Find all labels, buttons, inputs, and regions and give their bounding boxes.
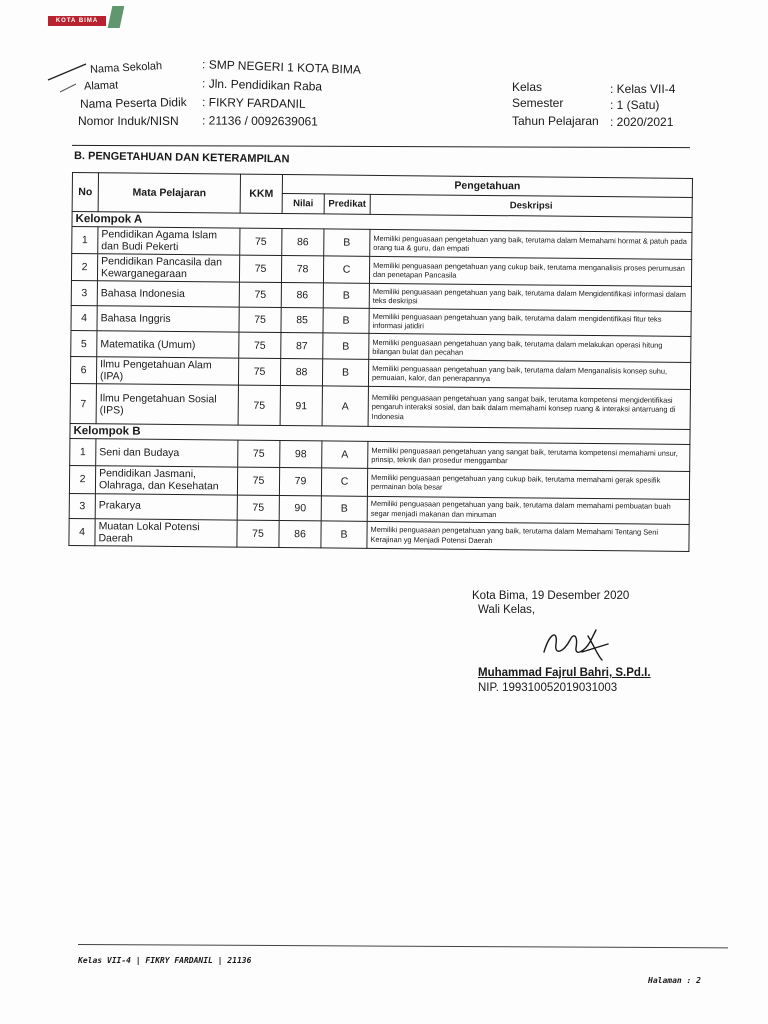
row-deskripsi: Memiliki penguasaan pengetahuan yang baik, terutama dalam Memahami Tentang Seni Kerajinan yg Menjadi Potensi Daerah — [367, 521, 689, 551]
row-predikat: B — [321, 520, 367, 548]
row-nilai: 87 — [281, 333, 323, 359]
row-deskripsi: Memiliki penguasaan pengetahuan yang sangat baik, terutama kompetensi memahami unsur, prinsip, teknik dan prosedur menggambar — [368, 442, 690, 472]
row-mata-pelajaran: Ilmu Pengetahuan Alam (IPA) — [96, 357, 238, 385]
footer-info: Kelas VII-4 | FIKRY FARDANIL | 21136 — [78, 956, 252, 965]
row-kkm: 75 — [237, 467, 279, 495]
value-nomor-induk: : 21136 / 0092639061 — [201, 113, 318, 129]
row-nilai: 90 — [279, 495, 321, 520]
row-predikat: B — [323, 283, 369, 308]
row-no: 4 — [69, 518, 95, 545]
row-kkm: 75 — [239, 282, 281, 307]
row-no: 1 — [72, 227, 98, 254]
label-alamat: Alamat — [83, 79, 119, 93]
row-predikat: A — [322, 386, 368, 426]
row-mata-pelajaran: Seni dan Budaya — [96, 439, 238, 467]
row-predikat: C — [323, 256, 369, 284]
row-nilai: 86 — [281, 283, 323, 308]
row-predikat: B — [323, 308, 369, 333]
row-mata-pelajaran: Pendidikan Jasmani, Olahraga, dan Kesehatan — [95, 466, 237, 494]
row-nilai: 78 — [281, 256, 323, 284]
corner-label: KOTA BIMA — [48, 16, 106, 26]
table-row — [69, 518, 689, 551]
header-deskripsi: Deskripsi — [370, 194, 692, 217]
row-deskripsi: Memiliki penguasaan pengetahuan yang baik, terutama dalam Memahami hormat & patuh pada orang tua & guru, dan empati — [370, 229, 692, 259]
row-kkm: 75 — [238, 358, 280, 386]
row-kkm: 75 — [239, 332, 281, 358]
row-mata-pelajaran: Bahasa Indonesia — [97, 281, 239, 307]
value-tahun-pelajaran: : 2020/2021 — [610, 115, 674, 129]
row-no: 5 — [71, 331, 97, 357]
row-deskripsi: Memiliki penguasaan pengetahuan yang sangat baik, terutama kompetensi mengidentifikasi pengaruh interaksi sosial, dan baik dalam memahami konsep ruang & interaksi antarruang di Indonesia — [368, 387, 690, 430]
section-title: B. PENGETAHUAN DAN KETERAMPILAN — [73, 150, 290, 166]
header-kkm: KKM — [240, 174, 282, 213]
row-predikat: B — [324, 229, 370, 257]
row-mata-pelajaran: Bahasa Inggris — [97, 306, 239, 332]
row-deskripsi: Memiliki penguasaan pengetahuan yang cukup baik, terutama menganalisis proses perumusan dan penetapan Pancasila — [369, 256, 691, 286]
value-nama-sekolah: : SMP NEGERI 1 KOTA BIMA — [201, 57, 362, 77]
row-mata-pelajaran: Matematika (Umum) — [97, 331, 239, 358]
row-no: 3 — [71, 281, 97, 306]
row-predikat: B — [322, 359, 368, 387]
identity-header — [0, 0, 768, 150]
sign-nip: NIP. 199310052019031003 — [478, 682, 618, 694]
grades-table — [68, 172, 693, 552]
row-nilai: 98 — [280, 441, 322, 468]
value-semester: : 1 (Satu) — [610, 98, 660, 112]
row-deskripsi: Memiliki penguasaan pengetahuan yang baik, terutama dalam Mengidentifikasi informasi dalam teks deskripsi — [369, 284, 691, 312]
row-no: 6 — [70, 357, 96, 384]
sign-role: Wali Kelas, — [478, 604, 536, 616]
row-deskripsi: Memiliki penguasaan pengetahuan yang cukup baik, terutama memahami gerak spesifik permainan bola besar — [367, 469, 689, 499]
row-mata-pelajaran: Pendidikan Pancasila dan Kewarganegaraan — [97, 254, 239, 282]
row-no: 2 — [69, 466, 95, 493]
row-kkm: 75 — [240, 228, 282, 256]
group-header: Kelompok B — [70, 424, 690, 445]
header-pengetahuan: Pengetahuan — [282, 175, 692, 198]
handwritten-signature — [536, 622, 616, 666]
footer-divider — [78, 944, 728, 948]
row-deskripsi: Memiliki penguasaan pengetahuan yang baik, terutama dalam mengidentifikasi fitur teks informasi jatidiri — [369, 309, 691, 337]
row-mata-pelajaran: Pendidikan Agama Islam dan Budi Pekerti — [98, 227, 240, 255]
row-no: 2 — [71, 254, 97, 281]
row-predikat: A — [322, 441, 368, 468]
row-no: 3 — [69, 493, 95, 518]
row-mata-pelajaran: Muatan Lokal Potensi Daerah — [95, 518, 237, 546]
row-predikat: B — [323, 333, 369, 359]
label-nama-sekolah: Nama Sekolah — [89, 60, 163, 76]
row-kkm: 75 — [237, 520, 279, 548]
row-nilai: 88 — [280, 359, 322, 387]
label-kelas: Kelas — [512, 80, 543, 94]
label-nama-peserta: Nama Peserta Didik — [79, 95, 187, 111]
row-kkm: 75 — [238, 440, 280, 467]
row-mata-pelajaran: Prakarya — [95, 493, 237, 519]
value-nama-peserta: : FIKRY FARDANIL — [201, 95, 306, 111]
row-kkm: 75 — [237, 495, 279, 520]
row-kkm: 75 — [239, 255, 281, 283]
header-no: No — [72, 173, 98, 212]
row-predikat: C — [321, 468, 367, 496]
page-number: Halaman : 2 — [648, 976, 701, 985]
row-predikat: B — [321, 495, 367, 520]
row-no: 1 — [70, 439, 96, 466]
row-nilai: 91 — [280, 386, 322, 426]
value-alamat: : Jln. Pendidikan Raba — [201, 76, 323, 94]
table-row — [70, 384, 690, 430]
row-deskripsi: Memiliki penguasaan pengetahuan yang baik, terutama dalam Menganalisis konsep suhu, pemuaian, kalor, dan penerapannya — [368, 360, 690, 390]
header-mata-pelajaran: Mata Pelajaran — [98, 173, 240, 213]
row-nilai: 85 — [281, 308, 323, 333]
header-nilai: Nilai — [282, 194, 324, 214]
row-no: 7 — [70, 384, 96, 424]
row-nilai: 79 — [279, 468, 321, 496]
sign-place-date: Kota Bima, 19 Desember 2020 — [472, 590, 630, 602]
row-kkm: 75 — [238, 385, 280, 425]
header-predikat: Predikat — [324, 194, 370, 214]
row-nilai: 86 — [282, 229, 324, 257]
group-header: Kelompok A — [72, 212, 692, 233]
label-semester: Semester — [512, 96, 564, 110]
row-deskripsi: Memiliki penguasaan pengetahuan yang baik, terutama dalam melakukan operasi hitung bilangan bulat dan pecahan — [369, 334, 691, 363]
value-kelas: : Kelas VII-4 — [610, 82, 676, 96]
label-tahun-pelajaran: Tahun Pelajaran — [512, 114, 599, 128]
row-kkm: 75 — [239, 307, 281, 332]
row-deskripsi: Memiliki penguasaan pengetahuan yang baik, terutama dalam memahami pembuatan buah segar menjadi makanan dan minuman — [367, 496, 689, 524]
sign-name: Muhammad Fajrul Bahri, S.Pd.I. — [478, 667, 651, 679]
row-mata-pelajaran: Ilmu Pengetahuan Sosial (IPS) — [96, 384, 238, 425]
label-nomor-induk: Nomor Induk/NISN — [78, 114, 179, 128]
row-no: 4 — [71, 306, 97, 331]
row-nilai: 86 — [279, 520, 321, 548]
